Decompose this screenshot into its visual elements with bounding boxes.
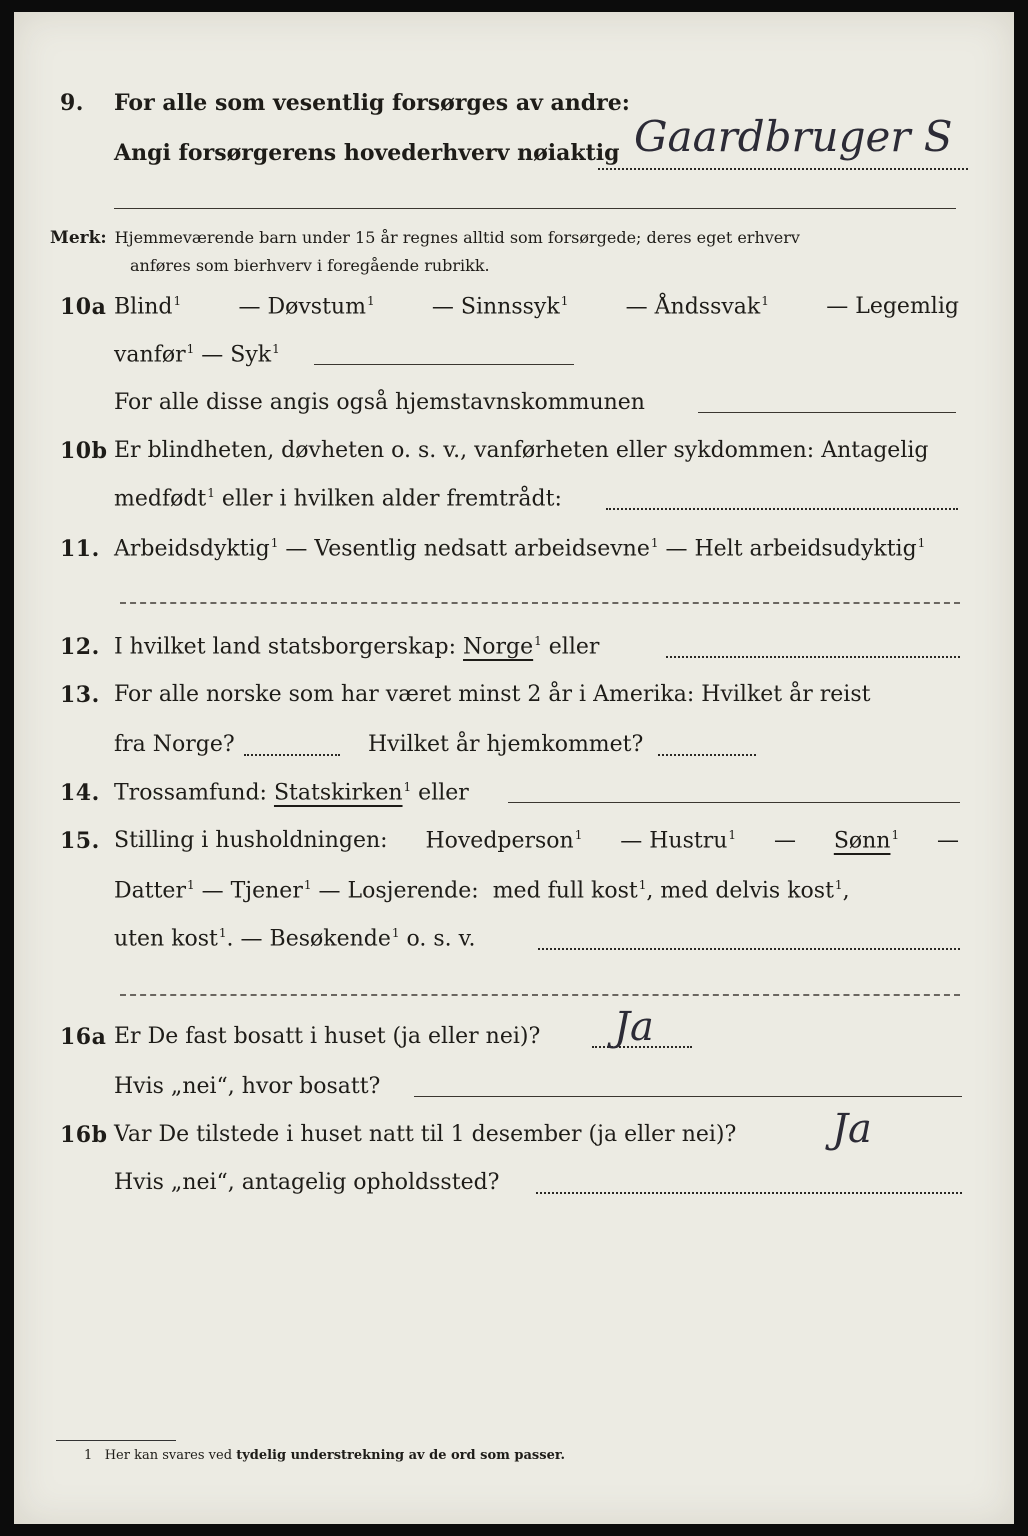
option-arbeidsdyktig: Arbeidsdyktig [114, 536, 270, 562]
separator: — [936, 828, 959, 853]
question-number: 16a [60, 1024, 107, 1050]
answer-line [536, 1192, 962, 1194]
option-tjener: — Tjener [201, 878, 303, 904]
footnote-ref: 1 [574, 828, 583, 842]
question-text: Er De fast bosatt i huset (ja eller nei)? [114, 1024, 541, 1049]
footnote-ref: 1 [186, 342, 195, 356]
question-text [114, 828, 959, 853]
note-text: anføres som bierhverv i foregående rubrikk. [130, 256, 490, 275]
footnote-ref: 1 [728, 828, 737, 842]
answer-line [666, 656, 960, 658]
footnote-ref: 1 [270, 536, 279, 550]
question-14 [14, 780, 1014, 826]
question-16a [14, 1024, 1014, 1070]
note-label: Merk: [50, 228, 107, 248]
footnote-ref: 1 [218, 926, 227, 940]
option-hustru: — Hustru [620, 828, 728, 854]
question-15 [14, 828, 1014, 874]
question-text: Hvis „nei“, antagelig opholdssted? [114, 1170, 500, 1195]
option-datter: Datter [114, 878, 186, 904]
option-blind: Blind [114, 294, 173, 320]
option-dovstum: — Døvstum [238, 294, 366, 320]
question-text-part: eller i hvilken alder fremtrådt: [221, 486, 562, 512]
note-merk [50, 224, 954, 280]
footnote-mark: 1 [84, 1448, 93, 1463]
question-text: Var De tilstede i huset natt til 1 desember (ja eller nei)? [114, 1122, 737, 1147]
divider [120, 602, 960, 604]
answer-line [244, 754, 340, 756]
question-number: 13. [60, 682, 100, 708]
question-number: 10a [60, 294, 107, 320]
footnote-ref: 1 [917, 536, 926, 550]
footnote-ref: 1 [650, 536, 659, 550]
question-text [114, 294, 959, 319]
question-text [114, 342, 280, 367]
answer-line [414, 1096, 962, 1097]
question-text-part: eller [548, 634, 600, 660]
option-legemlig: — Legemlig [826, 294, 959, 319]
census-form-page [14, 12, 1014, 1524]
option-udyktig: — Helt arbeidsudyktig [665, 536, 917, 562]
question-text-part: Stilling i husholdningen: [114, 828, 388, 853]
question-13 [14, 682, 1014, 728]
question-text-part: I hvilket land statsborgerskap: [114, 634, 457, 660]
footnote-ref: 1 [173, 294, 182, 308]
option-uten-kost: uten kost [114, 926, 218, 952]
question-text-part: o. s. v. [406, 926, 476, 952]
question-text-part: eller [418, 780, 469, 806]
question-text: For alle disse angis også hjemstavnskommunen [114, 390, 645, 415]
question-number: 10b [60, 438, 108, 464]
question-text: Angi forsørgerens hovederhverv nøiaktig [114, 140, 620, 166]
footnote-text-bold: tydelig understrekning av de ord som passer. [236, 1448, 566, 1463]
question-number: 11. [60, 536, 100, 562]
question-13-line2 [14, 732, 1014, 778]
question-text: For alle norske som har været minst 2 år i Amerika: Hvilket år reist [114, 682, 871, 707]
answer-line [538, 948, 960, 950]
handwritten-answer: Ja [614, 1004, 654, 1050]
answer-line [658, 754, 756, 756]
divider [114, 208, 956, 209]
question-10a-line3 [14, 390, 1014, 436]
question-number: 9. [60, 90, 84, 116]
question-text [114, 536, 959, 561]
footnote-ref: 1 [638, 878, 647, 892]
question-15-line2 [14, 878, 1014, 924]
footnote-ref: 1 [207, 486, 215, 500]
option-sonn-underlined: Sønn [833, 828, 891, 854]
footnote-ref: 1 [834, 878, 843, 892]
question-number: 12. [60, 634, 100, 660]
footnote-ref: 1 [186, 878, 195, 892]
answer-line [508, 802, 960, 803]
answer-line [698, 412, 956, 413]
handwritten-answer: Ja [832, 1106, 872, 1152]
footnote-ref: 1 [272, 342, 280, 356]
footnote-ref: 1 [560, 294, 569, 308]
option-nedsatt: — Vesentlig nedsatt arbeidsevne [285, 536, 650, 562]
question-11 [14, 536, 1014, 582]
question-number: 15. [60, 828, 100, 854]
handwritten-answer: Gaardbruger S [634, 112, 953, 161]
option-syk: — Syk [201, 342, 272, 368]
question-text: Hvilket år hjemkommet? [368, 732, 644, 757]
footnote-ref: 1 [403, 780, 412, 794]
question-text: uten kost$^1$. — Besøkende$^1$ o. s. v. [114, 926, 476, 952]
option-full-kost: med full kost [492, 878, 638, 904]
answer-line [598, 168, 968, 170]
option-andssvak: — Åndssvak [625, 294, 761, 320]
question-text [114, 634, 599, 659]
footnote [84, 1448, 565, 1463]
question-text [114, 486, 562, 511]
footnote-ref: 1 [303, 878, 312, 892]
question-number: 16b [60, 1122, 108, 1148]
question-text: For alle som vesentlig forsørges av andre: [114, 90, 630, 116]
option-sinnssyk: — Sinnssyk [431, 294, 560, 320]
option-delvis-kost: , med delvis kost [646, 878, 834, 904]
option-besokende: — Besøkende [240, 926, 391, 952]
question-10a-line2 [14, 342, 1014, 388]
footnote-ref: 1 [391, 926, 400, 940]
answer-line [314, 364, 574, 365]
question-10a [14, 294, 1014, 340]
footnote-ref: 1 [761, 294, 769, 308]
question-text: Hvis „nei“, hvor bosatt? [114, 1074, 381, 1099]
question-number: 14. [60, 780, 100, 806]
footnote-ref: 1 [534, 634, 542, 648]
option-norge-underlined: Norge [463, 634, 534, 660]
option-medfodt: medfødt [114, 486, 207, 512]
footnote-ref: 1 [366, 294, 375, 308]
option-hovedperson: Hovedperson [425, 828, 574, 854]
footnote-rule [56, 1440, 176, 1441]
question-text [114, 780, 469, 805]
option-vanfor: vanfør [114, 342, 186, 368]
question-text-part: Trossamfund: [114, 780, 267, 806]
question-text: fra Norge? [114, 732, 235, 757]
answer-line [606, 508, 958, 510]
option-losjerende: — Losjerende: [318, 878, 479, 904]
divider [120, 994, 960, 996]
option-statskirken-underlined: Statskirken [273, 780, 403, 806]
separator: — [773, 828, 796, 853]
question-text: Er blindheten, døvheten o. s. v., vanførheten eller sykdommen: Antagelig [114, 438, 929, 463]
footnote-ref: 1 [891, 828, 900, 842]
question-10b [14, 438, 1014, 484]
question-text: Datter$^1$ — Tjener$^1$ — Losjerende: med full kost$^1$, med delvis kost$^1$, [114, 878, 850, 904]
note-text: Hjemmeværende barn under 15 år regnes alltid som forsørgede; deres eget erhverv [114, 228, 800, 247]
footnote-text: Her kan svares ved [104, 1448, 233, 1463]
